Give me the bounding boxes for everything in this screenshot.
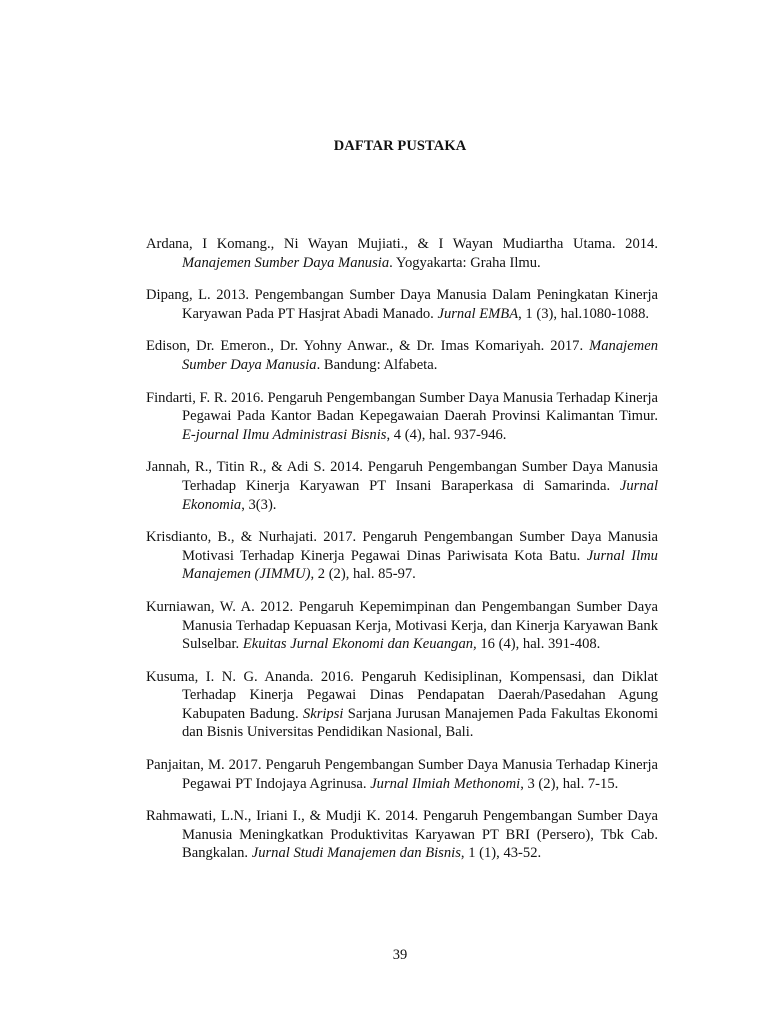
reference-details: , 3 (2), hal. 7-15. <box>520 775 619 792</box>
reference-text: Kurniawan, W. A. 2012. Pengaruh Kepemimpinan dan Pengembangan Sumber Daya Manusia Terhadap Kepuasan Kerja, Motivasi Kerja, dan Kinerja Karyawan Bank Sulselbar. <box>146 598 658 653</box>
reference-text: Findarti, F. R. 2016. Pengaruh Pengembangan Sumber Daya Manusia Terhadap Kinerja Pegawai Pada Kantor Badan Kepegawaian Daerah Provinsi Kalimantan Timur. <box>146 389 658 425</box>
reference-entry <box>146 598 658 654</box>
reference-entry <box>146 389 658 445</box>
reference-entry <box>146 756 658 793</box>
reference-list <box>146 235 658 877</box>
reference-details: , 1 (3), hal.1080-1088. <box>518 305 650 322</box>
reference-source-title: Jurnal EMBA <box>437 305 519 322</box>
reference-entry <box>146 286 658 323</box>
reference-entry <box>146 528 658 584</box>
reference-entry <box>146 235 658 272</box>
reference-details: 16 (4), hal. 391-408. <box>476 636 601 653</box>
reference-details: , 3(3). <box>241 496 277 513</box>
reference-source-title: Ekuitas Jurnal Ekonomi dan Keuangan, <box>242 636 477 653</box>
reference-text: Ardana, I Komang., Ni Wayan Mujiati., & I Wayan Mudiartha Utama. 2014. <box>146 236 658 252</box>
reference-entry <box>146 668 658 742</box>
reference-source-title: Jurnal Ilmiah Methonomi <box>370 775 521 792</box>
reference-source-title: Jurnal Ilmu Manajemen (JIMMU) <box>182 547 658 583</box>
page-title: DAFTAR PUSTAKA <box>333 138 467 154</box>
reference-details: , 4 (4), hal. 937-946. <box>386 426 507 443</box>
reference-text: Edison, Dr. Emeron., Dr. Yohny Anwar., & Dr. Imas Komariyah. 2017. <box>146 338 590 355</box>
page-number: 39 <box>392 947 408 963</box>
reference-source-title: Jurnal Studi Manajemen dan Bisnis <box>251 845 461 862</box>
reference-source-title: E-journal Ilmu Administrasi Bisnis <box>182 426 387 443</box>
reference-source-title: Manajemen Sumber Daya Manusia <box>182 254 390 271</box>
reference-details: . Yogyakarta: Graha Ilmu. <box>389 254 541 271</box>
reference-details: , 1 (1), 43-52. <box>460 845 542 862</box>
reference-text: Jannah, R., Titin R., & Adi S. 2014. Pengaruh Pengembangan Sumber Daya Manusia Terhadap Kinerja Karyawan PT Insani Baraperkasa di Samarinda. <box>146 459 658 494</box>
reference-text: Rahmawati, L.N., Iriani I., & Mudji K. 2014. Pengaruh Pengembangan Sumber Daya Manusia Meningkatkan Produktivitas Karyawan PT BRI (Persero), Tbk Cab. Bangkalan. <box>146 808 658 862</box>
reference-entry <box>146 337 658 374</box>
reference-text: Kusuma, I. N. G. Ananda. 2016. Pengaruh Kedisiplinan, Kompensasi, dan Diklat Terhadap Kinerja Pegawai Dinas Pendapatan Daerah/Pasedahan Agung Kabupaten Badung. <box>146 668 658 722</box>
reference-details: , 2 (2), hal. 85-97. <box>310 566 416 583</box>
reference-details: Sarjana Jurusan Manajemen Pada Fakultas Ekonomi dan Bisnis Universitas Pendidikan Nasional, Bali. <box>182 705 658 741</box>
reference-text: Krisdianto, B., & Nurhajati. 2017. Pengaruh Pengembangan Sumber Daya Manusia Motivasi Terhadap Kinerja Pegawai Dinas Pariwisata Kota Batu. <box>146 529 658 564</box>
reference-source-title: Jurnal Ekonomia <box>182 477 658 513</box>
reference-text: Dipang, L. 2013. Pengembangan Sumber Daya Manusia Dalam Peningkatan Kinerja Karyawan Pada PT Hasjrat Abadi Manado. <box>146 287 658 322</box>
reference-source-title: Manajemen Sumber Daya Manusia <box>182 338 658 373</box>
reference-details: . Bandung: Alfabeta. <box>316 356 438 373</box>
reference-entry <box>146 807 658 863</box>
reference-source-title: Skripsi <box>302 705 344 722</box>
reference-text: Panjaitan, M. 2017. Pengaruh Pengembangan Sumber Daya Manusia Terhadap Kinerja Pegawai PT Indojaya Agrinusa. <box>146 757 658 792</box>
reference-entry <box>146 458 658 514</box>
